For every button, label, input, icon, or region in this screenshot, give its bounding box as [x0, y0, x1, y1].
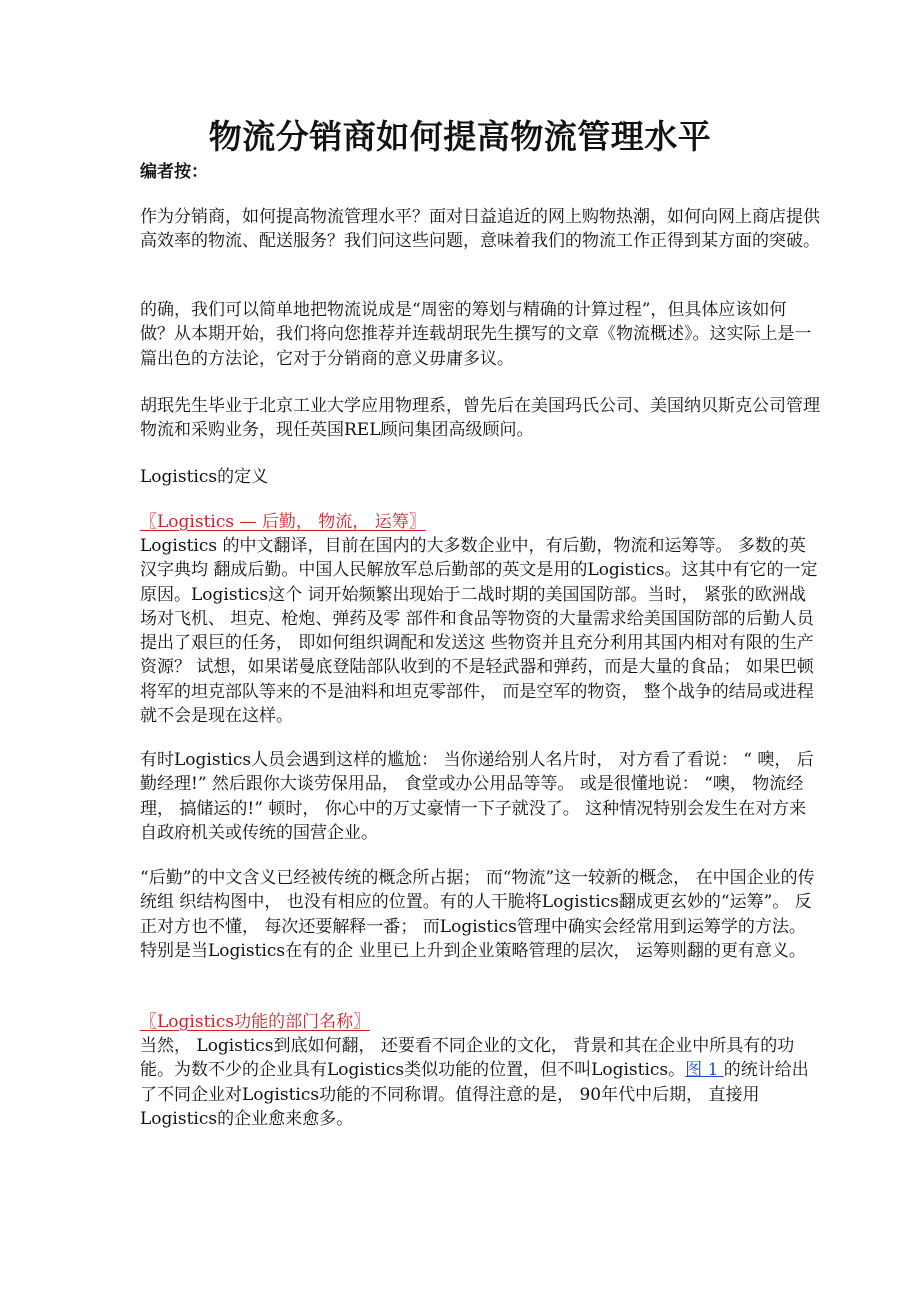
section-title-logistics-translation: 〖Logistics — 后勤， 物流， 运筹〗 — [140, 512, 426, 532]
page-title: 物流分销商如何提高物流管理水平 — [208, 117, 712, 156]
intro-paragraph-2: 的确，我们可以简单地把物流说成是“周密的筹划与精确的计算过程”，但具体应该如何做？从本期开始，我们将向您推荐并连载胡珉先生撰写的文章《物流概述》。这实际上是一篇出色的方法论，它对于分销商的意义毋庸多议。 — [140, 300, 812, 369]
author-bio-paragraph: 胡珉先生毕业于北京工业大学应用物理系，曾先后在美国玛氏公司、美国纳贝斯克公司管理物流和采购业务，现任英国REL顾问集团高级顾问。 — [140, 396, 820, 441]
department-names-text-before-link: 当然， Logistics到底如何翻， 还要看不同企业的文化， 背景和其在企业中所具有的功能。为数不少的企业具有Logistics类似功能的位置，但不叫Logistics。 — [140, 1036, 795, 1081]
logistics-awkwardness-paragraph: 有时Logistics人员会遇到这样的尴尬： 当你递给别人名片时， 对方看了看说： “ 噢， 后勤经理!” 然后跟你大谈劳保用品， 食堂或办公用品等等。 或是很懂地说： “噢， 物流经理， 搞储运的!” 顿时， 你心中的万丈豪情一下子就没了。 这种情况特别会发生在对方来自政府机关或传统的国营企业。 — [140, 750, 814, 843]
logistics-terms-paragraph: “后勤”的中文含义已经被传统的概念所占据； 而“物流”这一较新的概念， 在中国企业的传统组 织结构图中， 也没有相应的位置。有的人干脆将Logistics翻成更玄妙的“运筹”。 反正对方也不懂， 每次还要解释一番； 而Logistics管理中确实会经常用到运筹学的方法。 特别是当Logistics在有的企 业里已上升到企业策略管理的层次， 运筹则翻的更有意义。 — [140, 868, 815, 961]
editor-note-label: 编者按： — [140, 162, 208, 182]
logistics-definition-heading: Logistics的定义 — [140, 467, 269, 487]
logistics-translation-paragraph: Logistics 的中文翻译，目前在国内的大多数企业中，有后勤，物流和运筹等。 多数的英汉字典均 翻成后勤。中国人民解放军总后勤部的英文是用的Logistics。这其中有它的一定原因。Logistics这个 词开始频繁出现始于二战时期的美国国防部。当时， 紧张的欧洲战场对飞机、 坦克、枪炮、弹药及零 部件和食品等物资的大量需求给美国国防部的后勤人员提出了艰巨的任务， 即如何组织调配和发送这 些物资并且充分利用其国内相对有限的生产资源？ 试想，如果诺曼底登陆部队收到的不是轻武器和弹药，而是大量的食品； 如果巴顿将军的坦克部队等来的不是油料和坦克零部件， 而是空军的物资， 整个战争的结局或进程就不会是现在这样。 — [140, 536, 818, 727]
intro-paragraph-1: 作为分销商，如何提高物流管理水平？面对日益追近的网上购物热潮，如何向网上商店提供高效率的物流、配送服务？我们问这些问题，意味着我们的物流工作正得到某方面的突破。 — [140, 207, 820, 252]
section-title-department-names: 〖Logistics功能的部门名称〗 — [140, 1012, 371, 1032]
figure-1-link[interactable]: 图 1 — [685, 1060, 724, 1081]
department-names-text-after-link: 的统计给出了不同企业对Logistics功能的不同称谓。值得注意的是， 90年代中后期， 直接用Logistics的企业愈来愈多。 — [140, 1060, 809, 1129]
department-names-paragraph — [140, 1034, 820, 1131]
